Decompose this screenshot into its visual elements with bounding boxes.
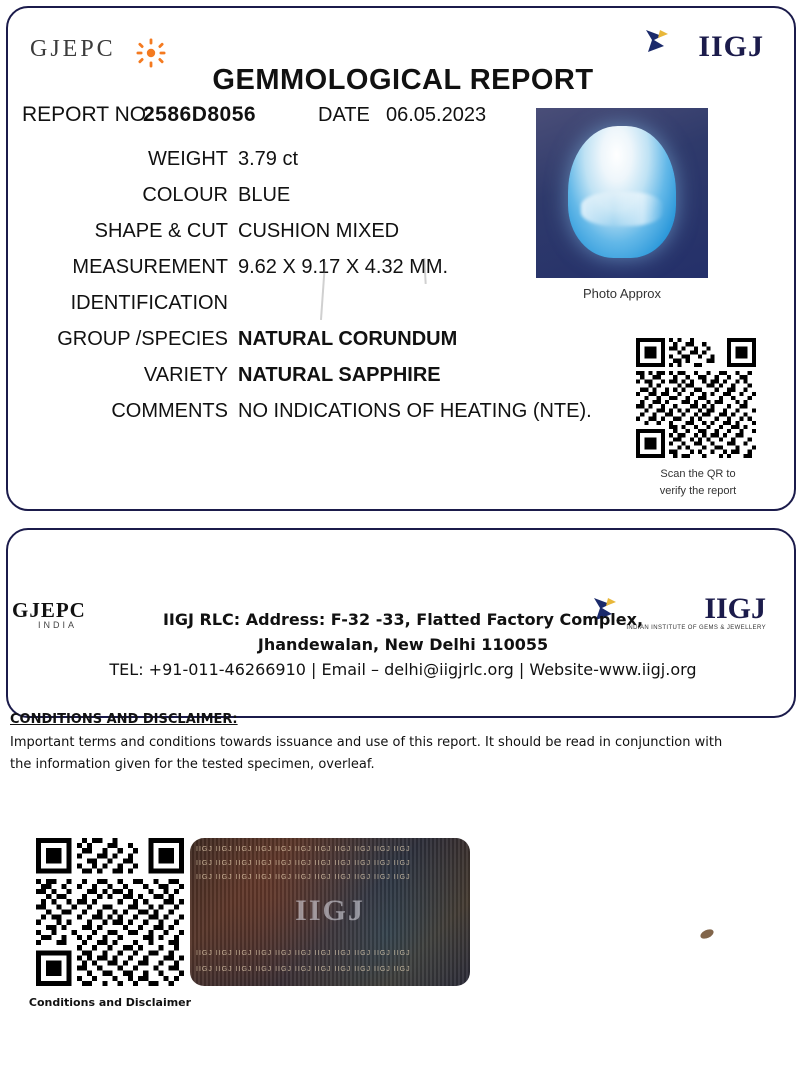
gemstone-image	[568, 126, 676, 258]
hologram-microtext-row: IIGJ IIGJ IIGJ IIGJ IIGJ IIGJ IIGJ IIGJ IIGJ IIGJ IIGJ	[196, 846, 411, 853]
field-value: 9.62 X 9.17 X 4.32 MM.	[238, 256, 449, 278]
qr-caption-line1: Scan the QR to	[660, 468, 736, 480]
conditions-qr-code[interactable]	[36, 838, 184, 986]
field-label: VARIETY	[143, 364, 228, 386]
photo-caption: Photo Approx	[582, 286, 662, 301]
field-value: CUSHION MIXED	[238, 220, 400, 242]
field-value: NO INDICATIONS OF HEATING (NTE).	[238, 400, 592, 422]
field-row	[8, 184, 528, 220]
verify-qr-code[interactable]	[636, 338, 756, 458]
field-label: GROUP /SPECIES	[57, 328, 228, 350]
field-label: SHAPE & CUT	[94, 220, 228, 242]
field-label: MEASUREMENT	[72, 256, 228, 278]
qr-caption	[618, 466, 778, 499]
address-line-3: TEL: +91-011-46266910 | Email – delhi@iigjrlc.org | Website-www.iigj.org	[109, 659, 697, 679]
date-value: 06.05.2023	[386, 104, 487, 126]
gjepc-subtext-footer: INDIA	[38, 620, 78, 630]
field-row	[8, 292, 528, 328]
address-block	[8, 608, 798, 682]
hologram-microtext-row: IIGJ IIGJ IIGJ IIGJ IIGJ IIGJ IIGJ IIGJ IIGJ IIGJ IIGJ	[196, 874, 411, 881]
field-row	[8, 220, 528, 256]
hologram-microtext-row: IIGJ IIGJ IIGJ IIGJ IIGJ IIGJ IIGJ IIGJ IIGJ IIGJ IIGJ	[196, 860, 411, 867]
gem-photo	[536, 108, 708, 278]
conditions-line-1: Important terms and conditions towards issuance and use of this report. It should be read in conjunction with	[10, 735, 723, 750]
field-row	[8, 256, 528, 292]
conditions-line-2: the information given for the tested specimen, overleaf.	[10, 757, 375, 773]
hologram-microtext-row: IIGJ IIGJ IIGJ IIGJ IIGJ IIGJ IIGJ IIGJ IIGJ IIGJ IIGJ	[196, 966, 411, 973]
address-line-1: IIGJ RLC: Address: F-32 -33, Flatted Factory Complex,	[162, 610, 644, 629]
iigj-wordmark-footer: IIGJ	[704, 592, 766, 625]
conditions-qr-caption: Conditions and Disclaimer	[28, 996, 192, 1009]
conditions-body	[10, 732, 790, 776]
dust-speck	[699, 927, 715, 940]
field-label: COLOUR	[142, 184, 228, 206]
field-row	[8, 328, 528, 364]
field-row	[8, 148, 528, 184]
gjepc-wordmark-footer: GJEPC	[12, 598, 86, 622]
report-no-value: 2586D8056	[143, 103, 257, 126]
hologram-microtext-row: IIGJ IIGJ IIGJ IIGJ IIGJ IIGJ IIGJ IIGJ IIGJ IIGJ IIGJ	[196, 950, 411, 957]
bird-icon	[644, 26, 678, 60]
conditions-title: CONDITIONS AND DISCLAIMER:	[10, 712, 238, 727]
report-fields	[8, 148, 592, 436]
field-label: WEIGHT	[148, 148, 228, 170]
qr-caption-line2: verify the report	[659, 484, 737, 497]
field-value: BLUE	[238, 184, 291, 206]
date-label: DATE	[318, 104, 370, 126]
gemmological-report-card	[6, 6, 796, 511]
report-no-label: REPORT NO	[22, 103, 147, 126]
footer-card	[6, 528, 796, 718]
field-value: 3.79 ct	[238, 148, 299, 170]
iigj-subtext-footer: INDIAN INSTITUTE OF GEMS & JEWELLERY	[626, 625, 766, 631]
gjepc-wordmark: GJEPC	[30, 36, 116, 62]
field-value: NATURAL CORUNDUM	[238, 328, 458, 350]
page-title: GEMMOLOGICAL REPORT	[212, 64, 594, 96]
security-hologram	[190, 838, 470, 986]
field-value: NATURAL SAPPHIRE	[238, 364, 441, 386]
iigj-wordmark: IIGJ	[698, 30, 764, 63]
address-line-2: Jhandewalan, New Delhi 110055	[257, 634, 549, 654]
field-row	[8, 364, 528, 400]
hologram-wordmark: IIGJ	[295, 894, 365, 927]
field-label: IDENTIFICATION	[70, 292, 228, 314]
field-row	[8, 400, 592, 436]
field-label: COMMENTS	[111, 400, 228, 422]
